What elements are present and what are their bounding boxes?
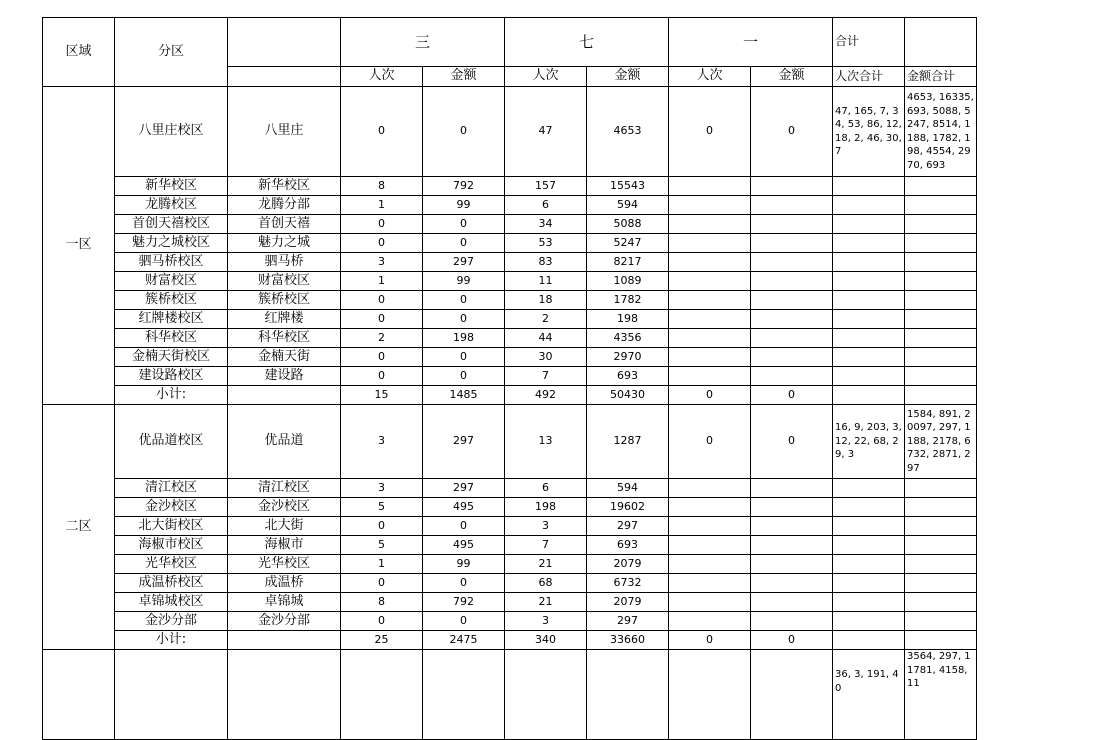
count-1: 0 [341, 574, 423, 593]
subtotal-count-1: 25 [341, 631, 423, 650]
amount-1: 792 [423, 593, 505, 612]
branch-name: 财富校区 [228, 272, 341, 291]
count-total [833, 196, 905, 215]
branch-name: 光华校区 [228, 555, 341, 574]
subtotal-count-3: 0 [669, 631, 751, 650]
table-row [43, 196, 977, 215]
amount-1: 0 [423, 87, 505, 177]
count-total [833, 215, 905, 234]
branch-name: 卓锦城 [228, 593, 341, 612]
table-row [43, 367, 977, 386]
subtotal-count-2: 340 [505, 631, 587, 650]
count-3 [669, 574, 751, 593]
count-total: 47, 165, 7, 34, 53, 86, 12, 18, 2, 46, 30, 7 [833, 87, 905, 177]
amount-total [905, 593, 977, 612]
count-2: 47 [505, 87, 587, 177]
count-2: 157 [505, 177, 587, 196]
branch-name: 红牌楼 [228, 310, 341, 329]
amount-total [905, 234, 977, 253]
campus-name: 卓锦城校区 [115, 593, 228, 612]
header-blank-2 [905, 18, 977, 67]
branch-name: 金沙分部 [228, 612, 341, 631]
table-row [43, 479, 977, 498]
header-total: 合计 [833, 18, 905, 67]
count-3 [669, 367, 751, 386]
header-group-1: 三 [341, 18, 505, 67]
amount-total [905, 574, 977, 593]
amount-1: 198 [423, 329, 505, 348]
count-total [833, 574, 905, 593]
count-1: 5 [341, 498, 423, 517]
amount-2: 8217 [587, 253, 669, 272]
campus-name: 清江校区 [115, 479, 228, 498]
amount-total [905, 612, 977, 631]
campus-name: 成温桥校区 [115, 574, 228, 593]
branch-name: 新华校区 [228, 177, 341, 196]
branch-name: 八里庄 [228, 87, 341, 177]
table-row [43, 498, 977, 517]
amount-1: 0 [423, 574, 505, 593]
amount-total [905, 367, 977, 386]
campus-name: 财富校区 [115, 272, 228, 291]
subtotal-amount-1: 1485 [423, 386, 505, 405]
amount-2 [587, 650, 669, 740]
amount-1: 99 [423, 196, 505, 215]
count-total [833, 253, 905, 272]
count-3: 0 [669, 87, 751, 177]
amount-total [905, 329, 977, 348]
branch-name: 科华校区 [228, 329, 341, 348]
table-row [43, 272, 977, 291]
subtotal-count-total [833, 386, 905, 405]
table-row [43, 612, 977, 631]
amount-1: 0 [423, 612, 505, 631]
subtotal-label: 小计: [115, 386, 228, 405]
branch-name: 成温桥 [228, 574, 341, 593]
amount-2: 15543 [587, 177, 669, 196]
header-count-1: 人次 [341, 67, 423, 87]
branch-name: 龙腾分部 [228, 196, 341, 215]
count-1: 1 [341, 196, 423, 215]
amount-1: 99 [423, 272, 505, 291]
amount-3 [751, 253, 833, 272]
campus-name: 光华校区 [115, 555, 228, 574]
region-name: 二区 [43, 405, 115, 650]
count-total [833, 291, 905, 310]
campus-name: 簇桥校区 [115, 291, 228, 310]
amount-3 [751, 329, 833, 348]
count-1: 0 [341, 310, 423, 329]
count-1: 0 [341, 291, 423, 310]
amount-1: 0 [423, 517, 505, 536]
header-amount-3: 金额 [751, 67, 833, 87]
amount-total: 1584, 891, 20097, 297, 1188, 2178, 6732, 2871, 297 [905, 405, 977, 479]
count-1: 0 [341, 215, 423, 234]
table-row [43, 348, 977, 367]
amount-1 [423, 650, 505, 740]
amount-2: 1089 [587, 272, 669, 291]
header-group-3: 一 [669, 18, 833, 67]
count-2: 34 [505, 215, 587, 234]
count-2: 7 [505, 536, 587, 555]
amount-total [905, 536, 977, 555]
count-total [833, 593, 905, 612]
subtotal-amount-3: 0 [751, 631, 833, 650]
amount-total [905, 517, 977, 536]
subtotal-amount-2: 33660 [587, 631, 669, 650]
amount-2: 2079 [587, 593, 669, 612]
count-1: 0 [341, 612, 423, 631]
subtotal-count-3: 0 [669, 386, 751, 405]
count-total [833, 498, 905, 517]
amount-3: 0 [751, 405, 833, 479]
count-3 [669, 498, 751, 517]
subtotal-blank [228, 631, 341, 650]
count-3 [669, 612, 751, 631]
count-2: 30 [505, 348, 587, 367]
subtotal-count-total [833, 631, 905, 650]
count-1: 0 [341, 367, 423, 386]
count-2: 198 [505, 498, 587, 517]
amount-3 [751, 291, 833, 310]
campus-name: 首创天禧校区 [115, 215, 228, 234]
branch-name: 簇桥校区 [228, 291, 341, 310]
count-total [833, 329, 905, 348]
count-3 [669, 593, 751, 612]
count-1: 0 [341, 234, 423, 253]
header-count-3: 人次 [669, 67, 751, 87]
amount-2: 1287 [587, 405, 669, 479]
amount-2: 4653 [587, 87, 669, 177]
amount-total [905, 215, 977, 234]
branch-name: 优品道 [228, 405, 341, 479]
header-branch: 分区 [115, 18, 228, 87]
amount-total: 4653, 16335, 693, 5088, 5247, 8514, 1188, 1782, 198, 4554, 2970, 693 [905, 87, 977, 177]
amount-3 [751, 348, 833, 367]
amount-3 [751, 536, 833, 555]
count-2: 53 [505, 234, 587, 253]
amount-2: 2079 [587, 555, 669, 574]
count-3 [669, 215, 751, 234]
branch-name: 魅力之城 [228, 234, 341, 253]
amount-2: 6732 [587, 574, 669, 593]
amount-total [905, 348, 977, 367]
campus-name: 八里庄校区 [115, 87, 228, 177]
count-1: 0 [341, 87, 423, 177]
campus-name: 北大街校区 [115, 517, 228, 536]
table-row [43, 87, 977, 177]
amount-2: 693 [587, 536, 669, 555]
amount-1: 0 [423, 291, 505, 310]
count-total: 36, 3, 191, 40 [833, 650, 905, 740]
count-total [833, 555, 905, 574]
branch-name: 海椒市 [228, 536, 341, 555]
campus-name: 海椒市校区 [115, 536, 228, 555]
header-count-2: 人次 [505, 67, 587, 87]
amount-3 [751, 367, 833, 386]
count-2: 7 [505, 367, 587, 386]
amount-1: 0 [423, 234, 505, 253]
amount-3 [751, 234, 833, 253]
count-2 [505, 650, 587, 740]
branch-name: 建设路 [228, 367, 341, 386]
count-total [833, 234, 905, 253]
subtotal-label: 小计: [115, 631, 228, 650]
count-1: 8 [341, 177, 423, 196]
amount-3 [751, 517, 833, 536]
count-1: 0 [341, 517, 423, 536]
count-2: 44 [505, 329, 587, 348]
amount-2: 5247 [587, 234, 669, 253]
amount-2: 1782 [587, 291, 669, 310]
branch-name [228, 650, 341, 740]
amount-1: 297 [423, 405, 505, 479]
header-amount-total: 金额合计 [905, 67, 977, 87]
campus-name: 金楠天街校区 [115, 348, 228, 367]
count-2: 21 [505, 593, 587, 612]
table-row [43, 253, 977, 272]
amount-3 [751, 215, 833, 234]
table-row [43, 574, 977, 593]
count-1: 8 [341, 593, 423, 612]
count-3 [669, 196, 751, 215]
subtotal-row [43, 631, 977, 650]
count-total: 16, 9, 203, 3, 12, 22, 68, 29, 3 [833, 405, 905, 479]
amount-3 [751, 574, 833, 593]
amount-2: 4356 [587, 329, 669, 348]
count-1: 3 [341, 479, 423, 498]
subtotal-count-1: 15 [341, 386, 423, 405]
amount-total [905, 310, 977, 329]
amount-3 [751, 177, 833, 196]
amount-2: 594 [587, 196, 669, 215]
table-row [43, 405, 977, 479]
table-row [43, 310, 977, 329]
amount-3: 0 [751, 87, 833, 177]
count-1: 3 [341, 405, 423, 479]
amount-2: 19602 [587, 498, 669, 517]
count-3 [669, 329, 751, 348]
amount-3 [751, 479, 833, 498]
branch-name: 金楠天街 [228, 348, 341, 367]
subtotal-amount-total [905, 386, 977, 405]
amount-2: 693 [587, 367, 669, 386]
amount-1: 0 [423, 367, 505, 386]
count-3 [669, 650, 751, 740]
amount-total [905, 177, 977, 196]
count-total [833, 612, 905, 631]
amount-1: 495 [423, 536, 505, 555]
amount-1: 495 [423, 498, 505, 517]
amount-total [905, 291, 977, 310]
amount-1: 297 [423, 479, 505, 498]
campus-name: 优品道校区 [115, 405, 228, 479]
branch-name: 清江校区 [228, 479, 341, 498]
header-group-2: 七 [505, 18, 669, 67]
header-amount-1: 金额 [423, 67, 505, 87]
count-2: 21 [505, 555, 587, 574]
count-1: 2 [341, 329, 423, 348]
count-total [833, 517, 905, 536]
table-row [43, 291, 977, 310]
table-row [43, 234, 977, 253]
subtotal-amount-2: 50430 [587, 386, 669, 405]
branch-name: 首创天禧 [228, 215, 341, 234]
amount-1: 99 [423, 555, 505, 574]
amount-1: 792 [423, 177, 505, 196]
campus-name: 红牌楼校区 [115, 310, 228, 329]
count-total [833, 348, 905, 367]
amount-3 [751, 498, 833, 517]
amount-total [905, 479, 977, 498]
count-3 [669, 517, 751, 536]
amount-2: 594 [587, 479, 669, 498]
count-total [833, 310, 905, 329]
campus-name: 建设路校区 [115, 367, 228, 386]
header-count-total: 人次合计 [833, 67, 905, 87]
table-row [43, 215, 977, 234]
count-total [833, 479, 905, 498]
amount-total [905, 272, 977, 291]
campus-name: 驷马桥校区 [115, 253, 228, 272]
amount-3 [751, 310, 833, 329]
amount-3 [751, 272, 833, 291]
table-row [43, 177, 977, 196]
count-1: 5 [341, 536, 423, 555]
count-1: 3 [341, 253, 423, 272]
count-2: 3 [505, 612, 587, 631]
amount-total [905, 498, 977, 517]
count-1: 1 [341, 555, 423, 574]
subtotal-blank [228, 386, 341, 405]
report-table [42, 17, 977, 740]
amount-total: 3564, 297, 11781, 4158, 11 [905, 650, 977, 740]
amount-3 [751, 650, 833, 740]
campus-name: 科华校区 [115, 329, 228, 348]
count-2: 18 [505, 291, 587, 310]
table-row [43, 329, 977, 348]
count-total [833, 177, 905, 196]
amount-total [905, 196, 977, 215]
amount-1: 0 [423, 310, 505, 329]
amount-2: 198 [587, 310, 669, 329]
count-3: 0 [669, 405, 751, 479]
amount-3 [751, 555, 833, 574]
table-row [43, 555, 977, 574]
count-total [833, 272, 905, 291]
count-3 [669, 348, 751, 367]
branch-name: 驷马桥 [228, 253, 341, 272]
campus-name: 金沙校区 [115, 498, 228, 517]
amount-1: 0 [423, 215, 505, 234]
campus-name [115, 650, 228, 740]
count-3 [669, 555, 751, 574]
campus-name: 魅力之城校区 [115, 234, 228, 253]
count-1: 1 [341, 272, 423, 291]
amount-2: 2970 [587, 348, 669, 367]
amount-3 [751, 612, 833, 631]
count-2: 6 [505, 196, 587, 215]
header-region: 区域 [43, 18, 115, 87]
amount-total [905, 253, 977, 272]
count-1 [341, 650, 423, 740]
amount-3 [751, 593, 833, 612]
amount-total [905, 555, 977, 574]
subtotal-row [43, 386, 977, 405]
count-3 [669, 536, 751, 555]
region-name [43, 650, 115, 740]
count-2: 68 [505, 574, 587, 593]
table-row [43, 650, 977, 740]
count-3 [669, 177, 751, 196]
count-2: 6 [505, 479, 587, 498]
table-row [43, 536, 977, 555]
subtotal-amount-total [905, 631, 977, 650]
amount-2: 5088 [587, 215, 669, 234]
campus-name: 金沙分部 [115, 612, 228, 631]
branch-name: 金沙校区 [228, 498, 341, 517]
subtotal-count-2: 492 [505, 386, 587, 405]
count-2: 83 [505, 253, 587, 272]
amount-1: 297 [423, 253, 505, 272]
amount-3 [751, 196, 833, 215]
region-name: 一区 [43, 87, 115, 405]
branch-name: 北大街 [228, 517, 341, 536]
count-2: 3 [505, 517, 587, 536]
subtotal-amount-3: 0 [751, 386, 833, 405]
table-row [43, 517, 977, 536]
amount-2: 297 [587, 612, 669, 631]
header-blank-3 [228, 67, 341, 87]
count-3 [669, 272, 751, 291]
count-total [833, 367, 905, 386]
count-3 [669, 479, 751, 498]
amount-1: 0 [423, 348, 505, 367]
count-2: 13 [505, 405, 587, 479]
campus-name: 龙腾校区 [115, 196, 228, 215]
count-1: 0 [341, 348, 423, 367]
count-2: 11 [505, 272, 587, 291]
header-blank [228, 18, 341, 67]
count-3 [669, 291, 751, 310]
count-3 [669, 253, 751, 272]
count-total [833, 536, 905, 555]
campus-name: 新华校区 [115, 177, 228, 196]
table-row [43, 593, 977, 612]
count-3 [669, 234, 751, 253]
count-2: 2 [505, 310, 587, 329]
header-amount-2: 金额 [587, 67, 669, 87]
amount-2: 297 [587, 517, 669, 536]
count-3 [669, 310, 751, 329]
subtotal-amount-1: 2475 [423, 631, 505, 650]
